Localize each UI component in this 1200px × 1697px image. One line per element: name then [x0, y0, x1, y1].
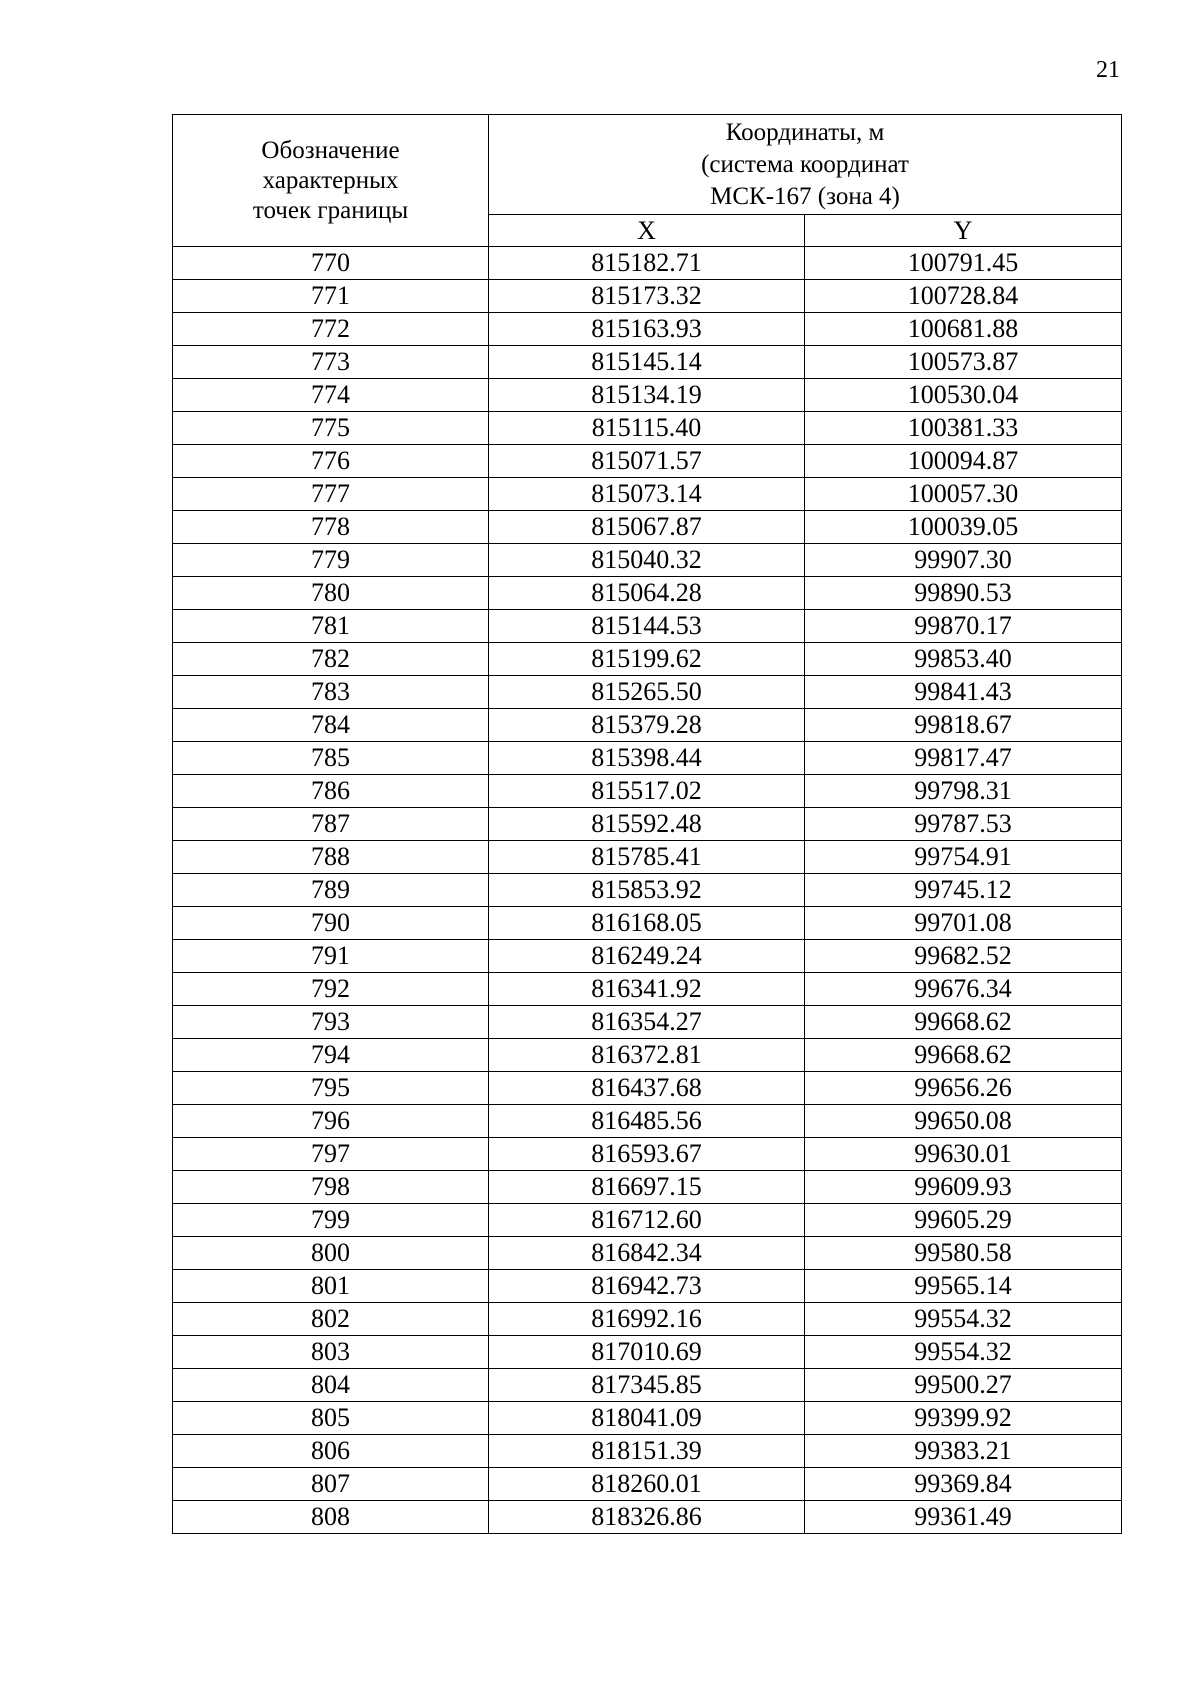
point-cell: 791 [173, 940, 489, 973]
y-coordinate-cell: 100681.88 [805, 313, 1122, 346]
table-row [173, 544, 1122, 577]
table-row [173, 1501, 1122, 1534]
y-coordinate-cell: 99656.26 [805, 1072, 1122, 1105]
coordinates-header-line: Координаты, м [725, 118, 885, 146]
x-coordinate-cell: 815592.48 [489, 808, 805, 841]
y-coordinate-cell: 99554.32 [805, 1336, 1122, 1369]
y-coordinate-cell: 100094.87 [805, 445, 1122, 478]
x-coordinate-cell: 816168.05 [489, 907, 805, 940]
point-cell: 793 [173, 1006, 489, 1039]
x-coordinate-cell: 816372.81 [489, 1039, 805, 1072]
table-row [173, 841, 1122, 874]
x-coordinate-cell: 816354.27 [489, 1006, 805, 1039]
point-designation-header [173, 115, 489, 247]
y-coordinate-cell: 99682.52 [805, 940, 1122, 973]
table-row [173, 1303, 1122, 1336]
table-row [173, 1468, 1122, 1501]
y-coordinate-cell: 99565.14 [805, 1270, 1122, 1303]
point-cell: 803 [173, 1336, 489, 1369]
y-coordinate-cell: 99369.84 [805, 1468, 1122, 1501]
point-cell: 777 [173, 478, 489, 511]
point-cell: 796 [173, 1105, 489, 1138]
table-row [173, 775, 1122, 808]
y-coordinate-cell: 99754.91 [805, 841, 1122, 874]
table-row [173, 940, 1122, 973]
point-cell: 806 [173, 1435, 489, 1468]
point-designation-header-line: Обозначение [261, 136, 400, 164]
x-coordinate-cell: 818326.86 [489, 1501, 805, 1534]
y-coordinate-cell: 100791.45 [805, 247, 1122, 280]
y-coordinate-cell: 99870.17 [805, 610, 1122, 643]
point-cell: 794 [173, 1039, 489, 1072]
table-body [173, 247, 1122, 1534]
coordinates-header [489, 115, 1122, 215]
x-coordinate-cell: 818260.01 [489, 1468, 805, 1501]
y-coordinate-cell: 99907.30 [805, 544, 1122, 577]
point-cell: 807 [173, 1468, 489, 1501]
y-coordinate-cell: 99605.29 [805, 1204, 1122, 1237]
table-row [173, 379, 1122, 412]
y-coordinate-cell: 99554.32 [805, 1303, 1122, 1336]
point-cell: 782 [173, 643, 489, 676]
coordinates-header-line: МСК-167 (зона 4) [710, 182, 900, 210]
table-row [173, 346, 1122, 379]
x-coordinate-cell: 815173.32 [489, 280, 805, 313]
y-coordinate-cell: 100530.04 [805, 379, 1122, 412]
point-cell: 787 [173, 808, 489, 841]
y-coordinate-cell: 99668.62 [805, 1039, 1122, 1072]
table-row [173, 280, 1122, 313]
x-coordinate-cell: 816842.34 [489, 1237, 805, 1270]
point-cell: 785 [173, 742, 489, 775]
point-cell: 790 [173, 907, 489, 940]
point-cell: 772 [173, 313, 489, 346]
table-row [173, 1402, 1122, 1435]
table-row [173, 610, 1122, 643]
x-coordinate-cell: 816992.16 [489, 1303, 805, 1336]
table-row [173, 412, 1122, 445]
x-coordinate-cell: 815398.44 [489, 742, 805, 775]
coordinates-header-line: (система координат [701, 150, 909, 178]
y-coordinate-cell: 99701.08 [805, 907, 1122, 940]
x-coordinate-cell: 815379.28 [489, 709, 805, 742]
x-coordinate-cell: 815115.40 [489, 412, 805, 445]
y-coordinate-cell: 99745.12 [805, 874, 1122, 907]
x-coordinate-cell: 816249.24 [489, 940, 805, 973]
table-row [173, 874, 1122, 907]
point-cell: 781 [173, 610, 489, 643]
table-row [173, 247, 1122, 280]
x-coordinate-cell: 816697.15 [489, 1171, 805, 1204]
table-row [173, 313, 1122, 346]
y-coordinate-cell: 99818.67 [805, 709, 1122, 742]
x-coordinate-cell: 815145.14 [489, 346, 805, 379]
x-coordinate-cell: 816341.92 [489, 973, 805, 1006]
x-coordinate-cell: 815517.02 [489, 775, 805, 808]
y-coordinate-cell: 99817.47 [805, 742, 1122, 775]
x-coordinate-cell: 815785.41 [489, 841, 805, 874]
table-header [173, 115, 1122, 247]
y-coordinate-cell: 99890.53 [805, 577, 1122, 610]
y-column-header: Y [805, 215, 1122, 247]
point-cell: 784 [173, 709, 489, 742]
x-coordinate-cell: 817345.85 [489, 1369, 805, 1402]
point-cell: 778 [173, 511, 489, 544]
point-cell: 783 [173, 676, 489, 709]
x-coordinate-cell: 817010.69 [489, 1336, 805, 1369]
table-row [173, 577, 1122, 610]
point-cell: 775 [173, 412, 489, 445]
y-coordinate-cell: 100057.30 [805, 478, 1122, 511]
point-cell: 799 [173, 1204, 489, 1237]
point-cell: 802 [173, 1303, 489, 1336]
table-row [173, 1039, 1122, 1072]
y-coordinate-cell: 99399.92 [805, 1402, 1122, 1435]
table-row [173, 1435, 1122, 1468]
y-coordinate-cell: 99630.01 [805, 1138, 1122, 1171]
table-row [173, 445, 1122, 478]
x-column-header: X [489, 215, 805, 247]
table-row [173, 1369, 1122, 1402]
point-cell: 788 [173, 841, 489, 874]
point-cell: 779 [173, 544, 489, 577]
page-number: 21 [1096, 57, 1120, 83]
x-coordinate-cell: 815040.32 [489, 544, 805, 577]
point-cell: 774 [173, 379, 489, 412]
table-row [173, 1105, 1122, 1138]
y-coordinate-cell: 99668.62 [805, 1006, 1122, 1039]
x-coordinate-cell: 815073.14 [489, 478, 805, 511]
x-coordinate-cell: 816942.73 [489, 1270, 805, 1303]
table-row [173, 808, 1122, 841]
coordinates-table [172, 114, 1122, 1534]
y-coordinate-cell: 99798.31 [805, 775, 1122, 808]
y-coordinate-cell: 99383.21 [805, 1435, 1122, 1468]
table-row [173, 1204, 1122, 1237]
x-coordinate-cell: 816485.56 [489, 1105, 805, 1138]
point-cell: 786 [173, 775, 489, 808]
table-row [173, 1138, 1122, 1171]
x-coordinate-cell: 816593.67 [489, 1138, 805, 1171]
y-coordinate-cell: 99500.27 [805, 1369, 1122, 1402]
table-row [173, 511, 1122, 544]
point-cell: 805 [173, 1402, 489, 1435]
x-coordinate-cell: 818151.39 [489, 1435, 805, 1468]
y-coordinate-cell: 99841.43 [805, 676, 1122, 709]
point-cell: 771 [173, 280, 489, 313]
point-cell: 797 [173, 1138, 489, 1171]
table-row [173, 643, 1122, 676]
x-coordinate-cell: 815064.28 [489, 577, 805, 610]
x-coordinate-cell: 815071.57 [489, 445, 805, 478]
point-cell: 801 [173, 1270, 489, 1303]
point-designation-header-line: точек границы [252, 196, 409, 224]
point-designation-header-line: характерных [262, 166, 399, 194]
y-coordinate-cell: 100573.87 [805, 346, 1122, 379]
table-row [173, 676, 1122, 709]
x-coordinate-cell: 815144.53 [489, 610, 805, 643]
y-coordinate-cell: 100039.05 [805, 511, 1122, 544]
x-coordinate-cell: 815853.92 [489, 874, 805, 907]
table-row [173, 1237, 1122, 1270]
point-cell: 804 [173, 1369, 489, 1402]
y-coordinate-cell: 99650.08 [805, 1105, 1122, 1138]
point-cell: 780 [173, 577, 489, 610]
y-coordinate-cell: 99609.93 [805, 1171, 1122, 1204]
x-coordinate-cell: 815134.19 [489, 379, 805, 412]
point-cell: 795 [173, 1072, 489, 1105]
x-coordinate-cell: 815067.87 [489, 511, 805, 544]
point-cell: 792 [173, 973, 489, 1006]
table-row [173, 907, 1122, 940]
point-cell: 776 [173, 445, 489, 478]
point-cell: 789 [173, 874, 489, 907]
table-row [173, 1171, 1122, 1204]
table-row [173, 1270, 1122, 1303]
y-coordinate-cell: 99853.40 [805, 643, 1122, 676]
point-cell: 770 [173, 247, 489, 280]
y-coordinate-cell: 99676.34 [805, 973, 1122, 1006]
x-coordinate-cell: 815199.62 [489, 643, 805, 676]
x-coordinate-cell: 816437.68 [489, 1072, 805, 1105]
table-row [173, 478, 1122, 511]
table-row [173, 973, 1122, 1006]
table-row [173, 1336, 1122, 1369]
table-row [173, 1006, 1122, 1039]
point-cell: 798 [173, 1171, 489, 1204]
x-coordinate-cell: 816712.60 [489, 1204, 805, 1237]
y-coordinate-cell: 100381.33 [805, 412, 1122, 445]
x-coordinate-cell: 815163.93 [489, 313, 805, 346]
table-row [173, 742, 1122, 775]
y-coordinate-cell: 99361.49 [805, 1501, 1122, 1534]
table-row [173, 1072, 1122, 1105]
x-coordinate-cell: 818041.09 [489, 1402, 805, 1435]
x-coordinate-cell: 815182.71 [489, 247, 805, 280]
y-coordinate-cell: 100728.84 [805, 280, 1122, 313]
x-coordinate-cell: 815265.50 [489, 676, 805, 709]
point-cell: 773 [173, 346, 489, 379]
point-cell: 800 [173, 1237, 489, 1270]
table-row [173, 709, 1122, 742]
y-coordinate-cell: 99580.58 [805, 1237, 1122, 1270]
y-coordinate-cell: 99787.53 [805, 808, 1122, 841]
point-cell: 808 [173, 1501, 489, 1534]
